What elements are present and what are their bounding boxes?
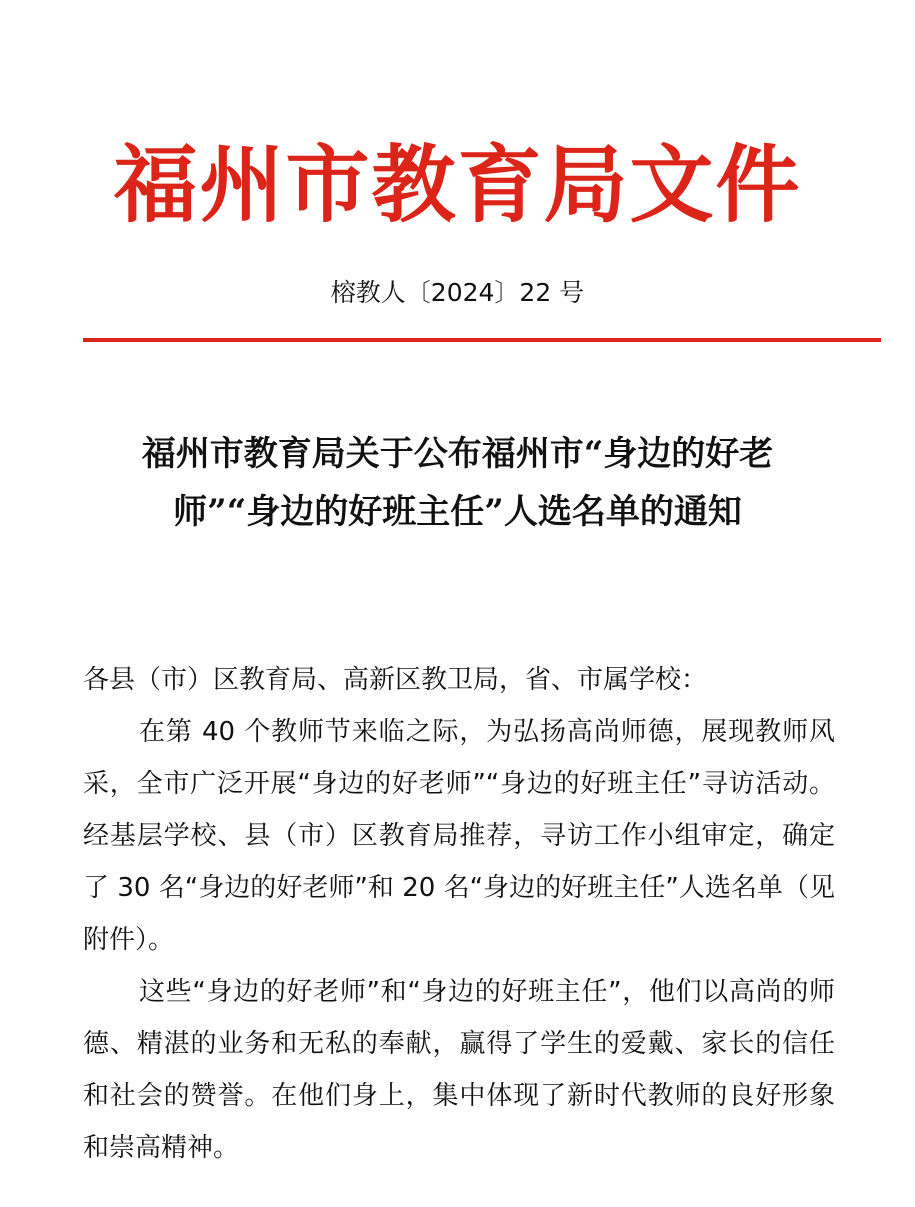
salutation: 各县（市）区教育局、高新区教卫局，省、市属学校： (83, 665, 708, 695)
issuing-authority-masthead: 福州市教育局文件 (113, 135, 802, 234)
document-body (83, 654, 835, 1174)
body-paragraph-1: 在第 40 个教师节来临之际，为弘扬高尚师德，展现教师风采，全市广泛开展“身边的好老师”“身边的好班主任”寻访活动。经基层学校、县（市）区教育局推荐，寻访工作小组审定，确定了 30 名“身边的好老师”和 20 名“身边的好班主任”人选名单（见附件）。 (83, 717, 835, 955)
document-number: 榕教人〔2024〕22 号 (330, 278, 585, 307)
red-divider-line (83, 338, 881, 342)
body-paragraph-2: 这些“身边的好老师”和“身边的好班主任”，他们以高尚的师德、精湛的业务和无私的奉献，赢得了学生的爱戴、家长的信任和社会的赞誉。在他们身上，集中体现了新时代教师的良好形象和崇高精神。 (83, 977, 835, 1163)
document-title: 福州市教育局关于公布福州市“身边的好老师”“身边的好班主任”人选名单的通知 (141, 434, 774, 532)
